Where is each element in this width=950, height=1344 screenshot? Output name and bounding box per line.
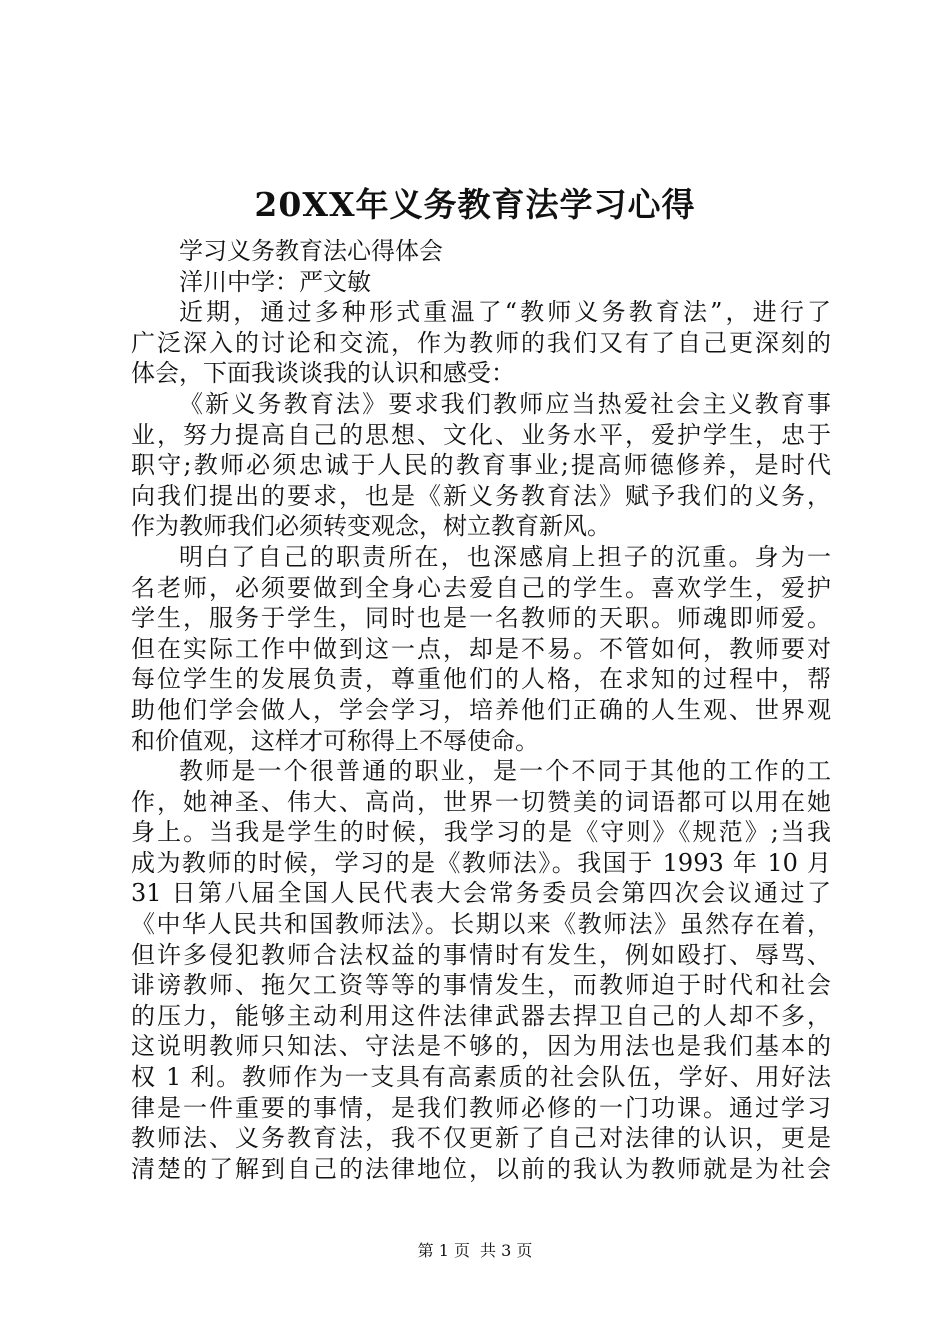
page-number: 第 1 页 [417, 1241, 470, 1260]
paragraph-line: 明白了自己的职责所在，也深感肩上担子的沉重。身为一 [179, 542, 831, 571]
document-title: 20XX年义务教育法学习心得 [254, 185, 696, 224]
author-line: 洋川中学：严文敏 [179, 267, 371, 296]
paragraph-line: 近期，通过多种形式重温了“教师义务教育法”，进行了 [179, 298, 831, 327]
paragraph-line: 每位学生的发展负责，尊重他们的人格，在求知的过程中，帮 [131, 665, 831, 694]
paragraph-line: 权 1 利。教师作为一支具有高素质的社会队伍，学好、用好法 [131, 1063, 831, 1092]
paragraph-line: 《中华人民共和国教师法》。长期以来《教师法》虽然存在着， [131, 910, 831, 939]
paragraph-line: 身上。当我是学生的时候，我学习的是《守则》《规范》;当我 [131, 818, 831, 847]
paragraph-line: 名老师，必须要做到全身心去爱自己的学生。喜欢学生，爱护 [131, 573, 831, 602]
page-total: 共 3 页 [480, 1241, 533, 1260]
subtitle-line: 学习义务教育法心得体会 [179, 237, 443, 265]
paragraph-line: 清楚的了解到自己的法律地位，以前的我认为教师就是为社会 [131, 1154, 831, 1183]
paragraph-line: 律是一件重要的事情，是我们教师必修的一门功课。通过学习 [131, 1093, 831, 1122]
paragraph-line: 助他们学会做人，学会学习，培养他们正确的人生观、世界观 [131, 695, 831, 724]
paragraph-line: 体会，下面我谈谈我的认识和感受： [131, 359, 515, 388]
paragraph-line: 的压力，能够主动利用这件法律武器去捍卫自己的人却不多， [131, 1001, 831, 1030]
paragraph-line: 成为教师的时候，学习的是《教师法》。我国于 1993 年 10 月 [131, 848, 831, 877]
paragraph-line: 业，努力提高自己的思想、文化、业务水平，爱护学生，忠于 [131, 420, 831, 449]
paragraph-line: 作为教师我们必须转变观念，树立教育新风。 [131, 512, 611, 541]
paragraph-line: 和价值观，这样才可称得上不辱使命。 [131, 726, 539, 755]
paragraph-line: 职守;教师必须忠诚于人民的教育事业;提高师德修养，是时代 [131, 451, 831, 480]
paragraph-line: 诽谤教师、拖欠工资等等的事情发生，而教师迫于时代和社会 [131, 971, 831, 1000]
paragraph-line: 作，她神圣、伟大、高尚，世界一切赞美的词语都可以用在她 [131, 787, 831, 816]
document-body [131, 236, 831, 1184]
paragraph-line: 学生，服务于学生，同时也是一名教师的天职。师魂即师爱。 [131, 604, 831, 633]
paragraph-line: 这说明教师只知法、守法是不够的，因为用法也是我们基本的 [131, 1032, 831, 1061]
paragraph-line: 向我们提出的要求，也是《新义务教育法》赋予我们的义务， [131, 481, 831, 510]
paragraph-line: 《新义务教育法》要求我们教师应当热爱社会主义教育事 [179, 389, 831, 418]
paragraph-line: 但许多侵犯教师合法权益的事情时有发生，例如殴打、辱骂、 [131, 940, 831, 969]
paragraph-line: 教师是一个很普通的职业，是一个不同于其他的工作的工 [179, 757, 831, 786]
page-footer [0, 1240, 950, 1262]
paragraph-line: 教师法、义务教育法，我不仅更新了自己对法律的认识，更是 [131, 1124, 831, 1153]
paragraph-line: 但在实际工作中做到这一点，却是不易。不管如何，教师要对 [131, 634, 831, 663]
paragraph-line: 31 日第八届全国人民代表大会常务委员会第四次会议通过了 [131, 879, 831, 908]
paragraph-line: 广泛深入的讨论和交流，作为教师的我们又有了自己更深刻的 [131, 328, 831, 357]
